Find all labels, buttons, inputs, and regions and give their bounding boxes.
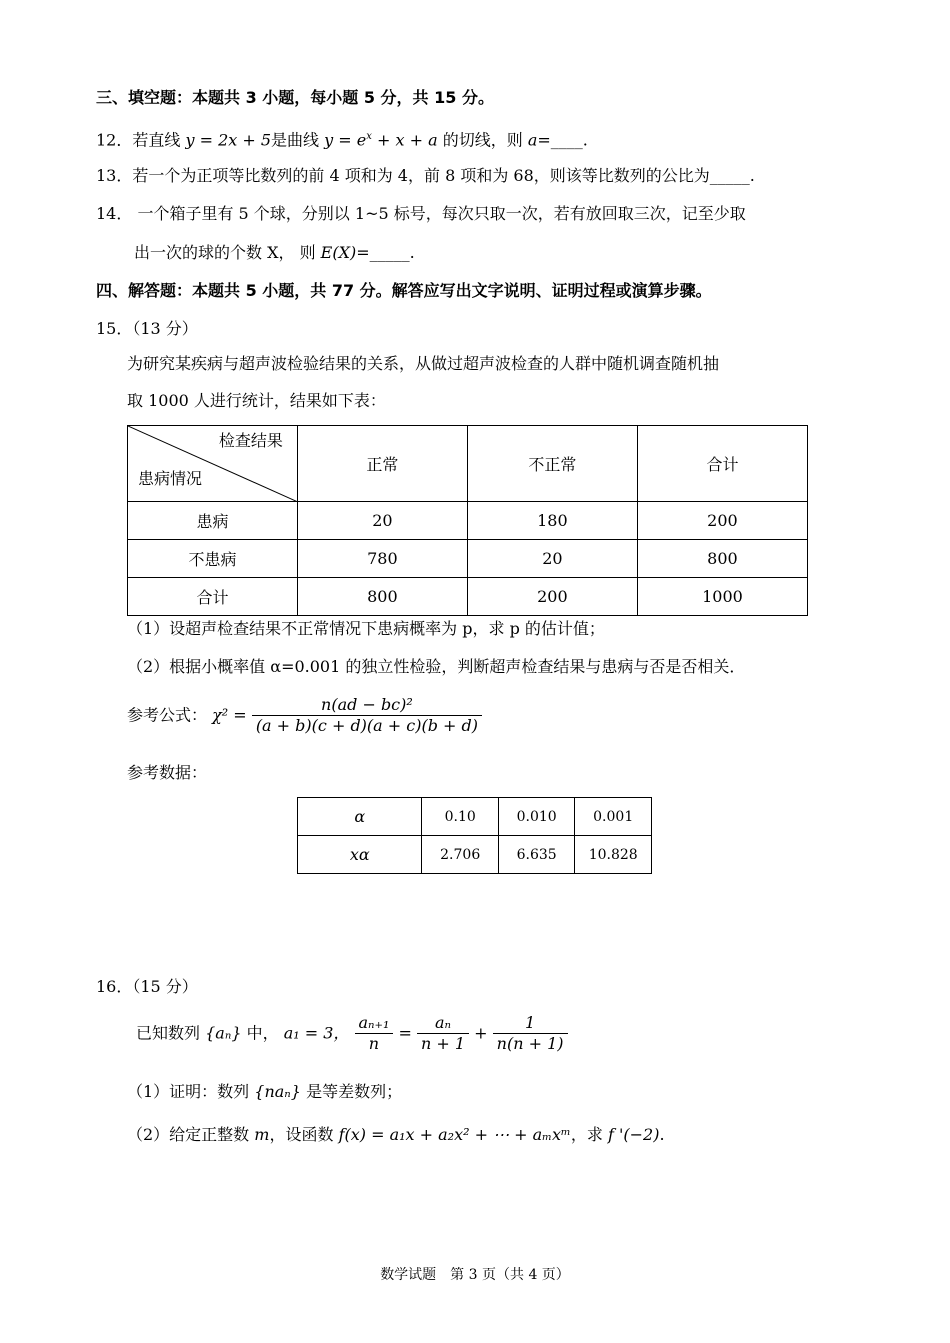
cell: 800 [297,578,467,616]
q16-frac-1 [355,1013,394,1054]
table-diagonal-header [128,426,298,502]
table-row [128,540,808,578]
q15-reference-table [297,797,652,874]
frac2-num: aₙ [417,1013,469,1034]
q16-given-b: 中， [246,1023,279,1043]
page-footer: 数学试题 第 3 页（共 4 页） [380,1267,570,1283]
frac3-den: n(n + 1) [496,1034,564,1053]
q16-score: 16．（15 分） [96,977,198,996]
q16-part1b: 是等差数列； [306,1082,403,1101]
q16-part2a: （2）给定正整数 [127,1125,250,1144]
header-total: 合计 [637,426,807,502]
ref-alpha: 0.010 [498,798,574,836]
diag-top-label: 检查结果 [218,431,283,450]
diag-bottom-label: 患病情况 [138,469,203,488]
table-row [128,578,808,616]
cell: 200 [467,578,637,616]
cell: 20 [467,540,637,578]
frac1-den: n [368,1034,380,1053]
q15-part-1: （1）设超声检查结果不正常情况下患病概率为 p，求 p 的估计值； [127,619,605,638]
q16-equals: = [398,1023,412,1043]
ref-alpha-label: α [298,798,422,836]
cell: 180 [467,502,637,540]
q16-part1a: （1）证明：数列 [127,1082,250,1101]
q14-line2a: 出一次的球的个数 X， 则 [134,243,316,262]
row-label: 合计 [128,578,298,616]
cell: 780 [297,540,467,578]
q16-part2m: m [254,1125,270,1144]
cell: 1000 [637,578,807,616]
frac1-num: aₙ₊₁ [355,1013,394,1034]
q15-contingency-table [127,425,808,616]
q16-function: f(x) = a₁x + a₂x² + ⋯ + aₘxᵐ [338,1125,571,1144]
q16-derivative: f '(−2) [607,1125,660,1144]
q12-curve-a: y = e [324,130,367,150]
formula-label: 参考公式： [127,705,208,725]
ref-x: 2.706 [422,836,498,874]
q14-expectation: E(X) [320,243,357,262]
q12-line-equation: y = 2x + 5 [185,130,272,150]
question-13: 13．若一个为正项等比数列的前 4 项和为 4，前 8 项和为 68，则该等比数列的公比为_____. [96,166,755,185]
q15-formula [127,695,482,736]
q12-lead: 12．若直线 [96,130,181,150]
cell: 20 [297,502,467,540]
header-normal: 正常 [297,426,467,502]
q12-curve-b: + x + a [371,130,438,150]
q16-frac-2 [417,1013,469,1054]
q15-intro-2: 取 1000 人进行统计，结果如下表： [127,391,386,410]
frac2-den: n + 1 [421,1034,466,1053]
q16-frac-3 [493,1013,568,1054]
q16-part-1 [127,1081,402,1103]
frac3-num: 1 [493,1013,568,1034]
ref-x-label: xα [298,836,422,874]
q16-given-a: 已知数列 [136,1023,201,1043]
q16-part2e: . [659,1125,665,1144]
table-row [128,502,808,540]
q16-sequence: {aₙ} [205,1023,242,1043]
section3-heading: 三、填空题：本题共 3 小题，每小题 5 分，共 15 分。 [96,88,494,107]
q16-part2b: ，设函数 [269,1125,334,1144]
q15-intro-1: 为研究某疾病与超声波检验结果的关系，从做过超声波检查的人群中随机调查随机抽 [127,354,720,373]
q16-plus: + [474,1023,488,1043]
header-abnormal: 不正常 [467,426,637,502]
section4-heading: 四、解答题：本题共 5 小题，共 77 分。解答应写出文字说明、证明过程或演算步骤。 [96,281,712,300]
q16-a1: a₁ = 3， [283,1023,350,1043]
q16-part2c: ，求 [570,1125,603,1144]
q16-given [136,1013,568,1054]
cell: 800 [637,540,807,578]
formula-denominator: (a + b)(c + d)(a + c)(b + d) [255,716,479,735]
q14-line2b: =_____. [356,243,415,262]
q12-curve-exp: x [366,131,372,142]
ref-alpha: 0.001 [575,798,652,836]
ref-x: 10.828 [575,836,652,874]
row-label: 不患病 [128,540,298,578]
q16-part-2 [127,1124,665,1146]
formula-numerator: n(ad − bc)² [252,695,482,716]
formula-lhs: χ² = [212,705,247,725]
q15-score: 15．（13 分） [96,319,198,338]
q15-part-2: （2）根据小概率值 α=0.001 的独立性检验，判断超声检查结果与患病与否是否相关． [127,657,746,676]
q16-part1-seq: {naₙ} [254,1082,301,1101]
q12-mid: 是曲线 [271,130,320,150]
formula-fraction [252,695,482,736]
cell: 200 [637,502,807,540]
question-14-line2 [134,242,415,264]
q12-var: a [527,130,538,150]
q12-tail: 的切线，则 [442,130,523,150]
q12-end: =____. [537,130,588,150]
ref-alpha: 0.10 [422,798,498,836]
question-12 [96,126,588,151]
question-14-line1: 14． 一个箱子里有 5 个球，分别以 1~5 标号，每次只取一次，若有放回取三次，记至少取 [96,204,746,223]
q15-data-label: 参考数据： [127,763,208,782]
ref-x: 6.635 [498,836,574,874]
row-label: 患病 [128,502,298,540]
